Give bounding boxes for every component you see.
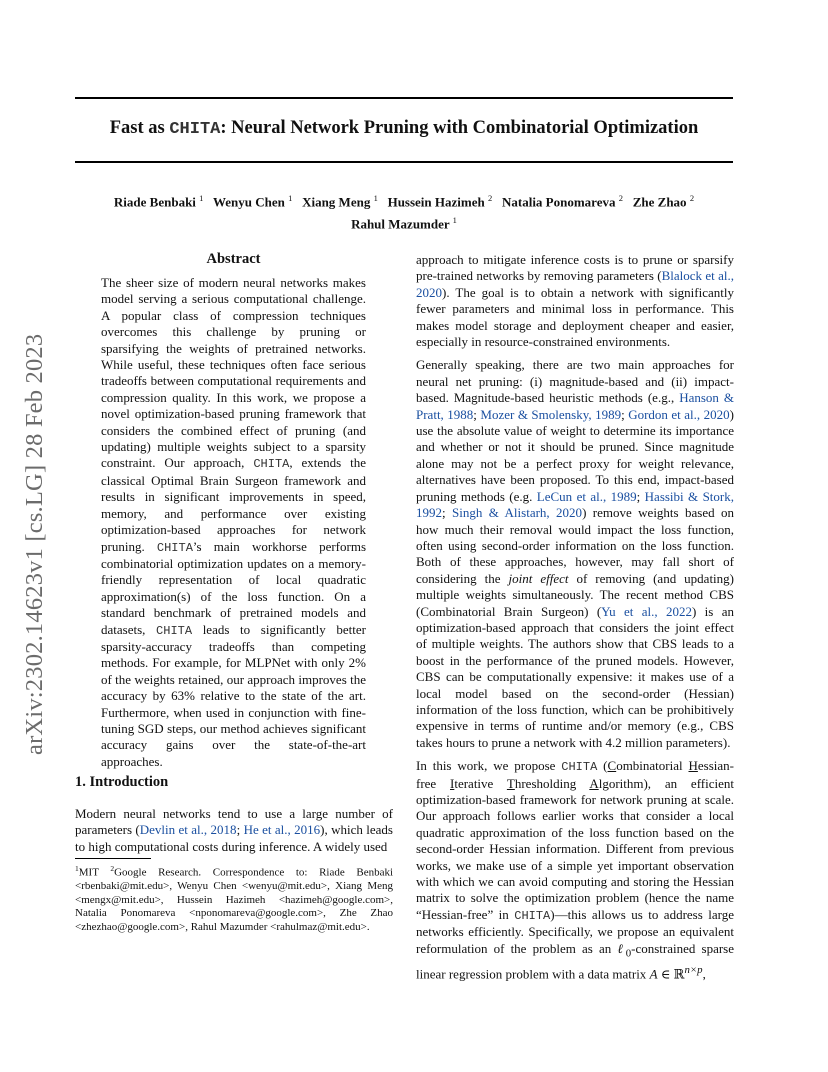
author-line-1: Riade Benbaki $^1$ Wenyu Chen $^1$ Xiang Meng $^1$ Hussein Hazimeh $^2$ Natalia Ponomareva $^2$ Zhe Zhao $^2$ — [113, 193, 695, 210]
citation-link[interactable]: Gordon et al., 2020 — [628, 406, 730, 422]
introduction-heading: 1. Introduction — [75, 774, 169, 790]
citation-link[interactable]: Hassibi & Stork, 1992 — [416, 488, 734, 521]
paragraph: In this work, we propose CHITA (Combinatorial Hessian-free Iterative Thresholding Algorithm), an efficient optimization-based framework for network pruning at scale. Our approach follows earlier works that consider a local quadratic approximation of the loss function based on the second-order Hessian information. Different from previous works, we make use of a simple yet important observation with which we can avoid computing and storing the Hessian matrix to solve the optimization problem (hence the name “Hessian-free” in CHITA)—this allows us to address large networks efficiently. Specifically, we propose an equivalent reformulation of the problem as an ℓ$_0$-constrained sparse linear regression problem with a data matrix A ∈ ℝ$^{n\times p}$, — [416, 758, 734, 981]
citation-link[interactable]: Blalock et al., 2020 — [416, 268, 734, 300]
abstract-body: The sheer size of modern neural networks makes model serving a serious computational challenge. A popular class of compression techniques overcomes this challenge by pruning or sparsifying the weights of pretrained networks. While useful, these techniques often face serious tradeoffs between computational requirements and compression quality. In this work, we propose a novel optimization-based pruning framework that considers the combined effect of pruning (and updating) multiple weights subject to a sparsity constraint. Our approach, CHITA, extends the classical Optimal Brain Surgeon framework and results in significant improvements in speed, memory, and performance over existing optimization-based approaches for network pruning. CHITA’s main workhorse performs combinatorial optimization updates on a memory-friendly representation of local quadratic approximation(s) of the loss function. On a standard benchmark of pretrained models and datasets, CHITA leads to significantly better sparsity-accuracy tradeoffs than competing methods. For example, for MLPNet with only 2% of the weights retained, our approach improves the accuracy by 63% relative to the state of the art. Furthermore, when used in conjunction with fine-tuning SGD steps, our method achieves significant accuracy gains over the state-of-the-art approaches. — [101, 275, 367, 769]
paragraph: approach to mitigate inference costs is to prune or sparsify pre-trained networks by removing parameters (Blalock et al., 2020). The goal is to obtain a network with significantly fewer parameters and minimal loss in performance. This makes model storage and deployment cheaper and easier, especially in resource-constrained environments. — [416, 252, 734, 350]
title-method-name: CHITA — [169, 120, 221, 139]
citation-link[interactable]: Hanson & Pratt, 1988 — [416, 390, 734, 422]
citation-link[interactable]: He et al., 2016 — [243, 822, 321, 838]
author: Natalia Ponomareva — [501, 194, 616, 210]
author-list — [75, 189, 733, 234]
affiliation-footnote: $^1$MIT $^2$Google Research. Correspondence to: Riade Benbaki <rbenbaki@mit.edu>, Wenyu Chen <wenyu@mit.edu>, Xiang Meng <mengx@mit.edu>, Hussein Hazimeh <hazimeh@google.com>, Natalia Ponomareva <nponomareva@google.com>, Zhe Zhao <zhezhao@google.com>, Rahul Mazumder <rahulmaz@mit.edu>. — [75, 864, 394, 934]
citation-link[interactable]: Devlin et al., 2018 — [139, 822, 237, 838]
citation-link[interactable]: Singh & Alistarh, 2020 — [452, 505, 583, 521]
right-column — [416, 252, 734, 982]
citation-link[interactable]: LeCun et al., 1989 — [536, 488, 637, 504]
introduction-paragraph: Modern neural networks tend to use a large number of parameters (Devlin et al., 2018; He et al., 2016), which leads to high computational costs during inference. A widely used — [75, 806, 393, 854]
author: Zhe Zhao — [632, 194, 687, 210]
paragraph: Generally speaking, there are two main approaches for neural net pruning: (i) magnitude-based and (ii) impact-based. Magnitude-based heuristic methods (e.g., Hanson & Pratt, 1988; Mozer & Smolensky, 1989; Gordon et al., 2020) use the absolute value of weight to determine its importance and whether or not it should be pruned. Since magnitude alone may not be a perfect proxy for weight relevance, alternatives have been proposed. To this end, impact-based pruning methods (e.g. LeCun et al., 1989; Hassibi & Stork, 1992; Singh & Alistarh, 2020) remove weights based on how much their removal would impact the loss function, often using second-order information on the loss function. Both of these approaches, however, may fall short of considering the joint effect of removing (and updating) multiple weights simultaneously. The recent method CBS (Combinatorial Brain Surgeon) (Yu et al., 2022) is an optimization-based approach that considers the joint effect of multiple weights. The authors show that CBS leads to a boost in the performance of the pruned models. However, CBS can be computationally expensive: it makes use of a local model based on the second-order (Hessian) information of the loss function, which can be prohibitively expensive in terms of runtime and/or memory (e.g., CBS takes hours to prune a network with 4.2 million parameters). — [416, 357, 734, 750]
citation-link[interactable]: Yu et al., 2022 — [601, 603, 692, 619]
footnote-rule — [75, 858, 151, 859]
title-top-rule — [75, 97, 733, 99]
author: Xiang Meng — [302, 194, 371, 210]
abstract-heading: Abstract — [206, 251, 261, 267]
author: Wenyu Chen — [212, 194, 285, 210]
arxiv-identifier: arXiv:2302.14623v1 [cs.LG] 28 Feb 2023 — [21, 333, 48, 755]
title-bottom-rule — [75, 161, 733, 163]
author: Riade Benbaki — [113, 194, 196, 210]
citation-link[interactable]: Mozer & Smolensky, 1989 — [480, 406, 622, 422]
paper-title: Fast as CHITA: Neural Network Pruning with Combinatorial Optimization — [109, 118, 699, 139]
author: Rahul Mazumder — [351, 216, 450, 232]
author-line-2: Rahul Mazumder $^1$ — [351, 215, 457, 232]
author: Hussein Hazimeh — [387, 194, 485, 210]
